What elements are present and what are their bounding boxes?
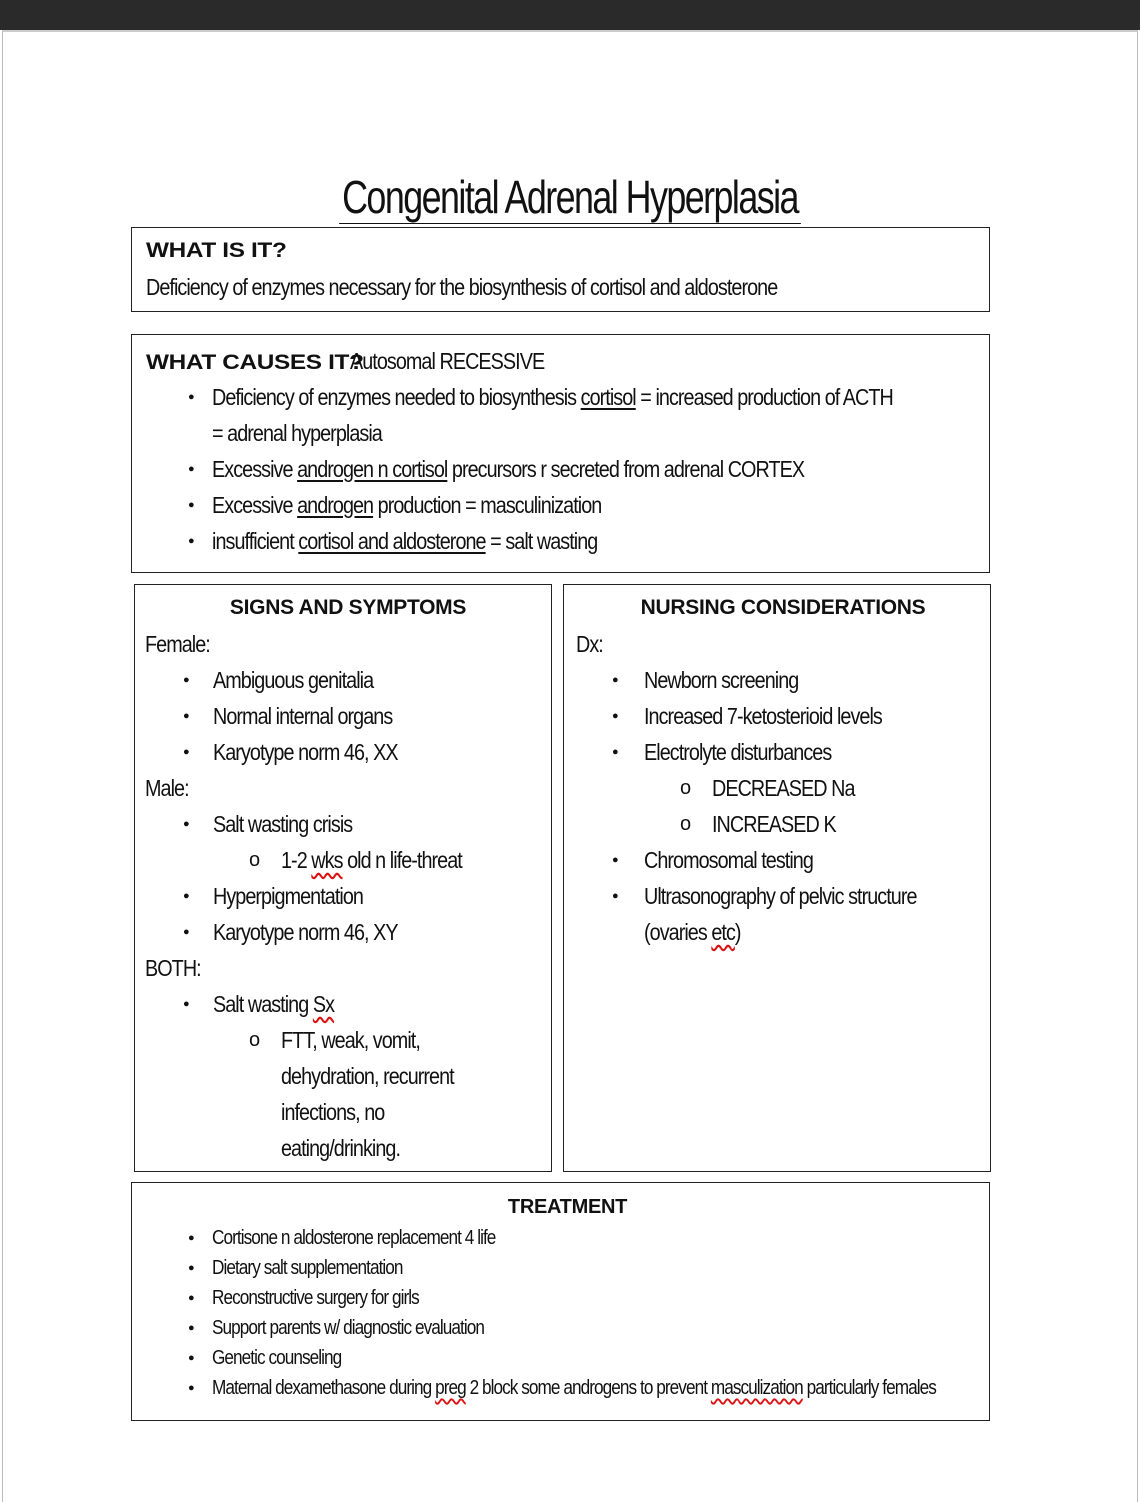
list-item bbox=[146, 1373, 989, 1403]
bullet-icon: ● bbox=[188, 535, 194, 547]
bullet-icon: ● bbox=[188, 499, 194, 511]
bullet-icon: ● bbox=[188, 1382, 194, 1394]
text-segment: Increased 7-ketosterioid levels bbox=[644, 703, 882, 729]
text-segment: 1-2 bbox=[281, 847, 312, 873]
text-segment: Salt wasting bbox=[213, 991, 313, 1017]
text-segment: particularly females bbox=[802, 1377, 936, 1399]
item-text bbox=[212, 379, 893, 415]
item-text bbox=[212, 1253, 403, 1283]
list-item bbox=[146, 1343, 989, 1373]
text-segment: 2 block some androgens to prevent bbox=[465, 1377, 711, 1399]
group-label bbox=[576, 626, 990, 662]
list-item bbox=[146, 1313, 989, 1343]
bullet-icon: ● bbox=[612, 854, 618, 866]
text-segment: = increased production of ACTH bbox=[635, 384, 893, 410]
list-item bbox=[146, 523, 989, 559]
bullet-icon: ● bbox=[188, 1232, 194, 1244]
group-label bbox=[145, 626, 551, 662]
list-item bbox=[576, 842, 990, 878]
text-segment: Genetic counseling bbox=[212, 1347, 342, 1369]
section-nursing-considerations bbox=[563, 584, 991, 1172]
text-segment: = adrenal hyperplasia bbox=[212, 420, 382, 446]
item-text bbox=[644, 914, 741, 950]
item-text bbox=[712, 770, 855, 806]
sub-bullet-icon: o bbox=[680, 813, 691, 835]
text-segment: (ovaries bbox=[644, 919, 712, 945]
list-item bbox=[576, 914, 990, 950]
bullet-icon: ● bbox=[183, 998, 189, 1010]
underlined-text: androgen n cortisol bbox=[297, 456, 448, 482]
text-segment: infections, no bbox=[281, 1099, 385, 1125]
list-item bbox=[146, 1283, 989, 1313]
text-segment: Karyotype norm 46, XY bbox=[213, 919, 398, 945]
text-segment: ) bbox=[734, 919, 741, 945]
list-item bbox=[145, 698, 551, 734]
sub-bullet-icon: o bbox=[680, 777, 691, 799]
item-text bbox=[281, 1058, 454, 1094]
item-text bbox=[281, 1130, 400, 1166]
item-text bbox=[213, 698, 392, 734]
item-text bbox=[212, 1373, 936, 1403]
sub-bullet-icon: o bbox=[249, 849, 260, 871]
list-item bbox=[576, 770, 990, 806]
item-text bbox=[644, 698, 882, 734]
section-treatment bbox=[131, 1182, 990, 1421]
text-segment: Electrolyte disturbances bbox=[644, 739, 832, 765]
group-label bbox=[145, 950, 551, 986]
item-text bbox=[213, 806, 352, 842]
item-text bbox=[145, 626, 210, 662]
section-header-text: SIGNS AND SYMPTOMS bbox=[229, 596, 467, 619]
item-text bbox=[644, 734, 831, 770]
bullet-icon: ● bbox=[612, 890, 618, 902]
text-segment: precursors r secreted from adrenal CORTEX bbox=[447, 456, 805, 482]
item-text bbox=[212, 1223, 495, 1253]
text-segment: = salt wasting bbox=[485, 528, 598, 554]
text-segment: Excessive bbox=[212, 492, 298, 518]
text-segment: Normal internal organs bbox=[213, 703, 393, 729]
bullet-icon: ● bbox=[612, 746, 618, 758]
item-text bbox=[212, 415, 382, 451]
text-segment: DECREASED Na bbox=[712, 775, 855, 801]
bullet-icon: ● bbox=[183, 818, 189, 830]
item-text bbox=[213, 878, 363, 914]
item-text bbox=[213, 914, 398, 950]
section-header-text: NURSING CONSIDERATIONS bbox=[640, 596, 926, 619]
bullet-icon: ● bbox=[188, 391, 194, 403]
list-item bbox=[146, 1253, 989, 1283]
item-text bbox=[644, 842, 813, 878]
document-title: Congenital Adrenal Hyperplasia bbox=[125, 170, 1014, 224]
item-text bbox=[644, 878, 917, 914]
item-text bbox=[213, 986, 334, 1022]
section-header bbox=[145, 590, 551, 626]
misspelled-word: preg bbox=[435, 1377, 466, 1399]
item-text bbox=[212, 487, 601, 523]
bullet-icon: ● bbox=[612, 674, 618, 686]
list-item bbox=[146, 1223, 989, 1253]
bullet-icon: ● bbox=[188, 1292, 194, 1304]
bullet-icon: ● bbox=[188, 1352, 194, 1364]
list-item bbox=[146, 415, 989, 451]
item-text bbox=[212, 451, 804, 487]
text-segment: Salt wasting crisis bbox=[213, 811, 353, 837]
section-signs-and-symptoms bbox=[134, 584, 552, 1172]
list-item bbox=[576, 806, 990, 842]
section-header bbox=[146, 233, 989, 269]
list-item bbox=[576, 698, 990, 734]
item-text bbox=[145, 950, 201, 986]
list-item bbox=[145, 662, 551, 698]
text-segment: dehydration, recurrent bbox=[281, 1063, 454, 1089]
list-item bbox=[145, 1094, 551, 1130]
misspelled-word: masculization bbox=[710, 1377, 803, 1399]
text-segment: Deficiency of enzymes needed to biosynthesis bbox=[212, 384, 581, 410]
list-item bbox=[576, 734, 990, 770]
text-segment: Hyperpigmentation bbox=[213, 883, 363, 909]
list-item bbox=[146, 451, 989, 487]
list-item bbox=[145, 878, 551, 914]
section-header-text: TREATMENT bbox=[507, 1196, 628, 1218]
text-segment: Chromosomal testing bbox=[644, 847, 813, 873]
list-item bbox=[145, 1022, 551, 1058]
section-header bbox=[576, 590, 990, 626]
item-text bbox=[212, 523, 597, 559]
list-item bbox=[145, 806, 551, 842]
text-segment: Cortisone n aldosterone replacement 4 life bbox=[212, 1227, 496, 1249]
bullet-icon: ● bbox=[612, 710, 618, 722]
item-text bbox=[712, 806, 836, 842]
item-text bbox=[281, 1022, 420, 1058]
misspelled-word: Sx bbox=[312, 991, 335, 1017]
list-item bbox=[146, 487, 989, 523]
underlined-text: cortisol and aldosterone bbox=[298, 528, 486, 554]
group-label bbox=[145, 770, 551, 806]
text-segment: Newborn screening bbox=[644, 667, 799, 693]
section-header bbox=[146, 1191, 989, 1223]
list-item bbox=[145, 986, 551, 1022]
item-text bbox=[281, 1094, 384, 1130]
list-item bbox=[145, 1058, 551, 1094]
bullet-icon: ● bbox=[188, 463, 194, 475]
text-segment: Maternal dexamethasone during bbox=[212, 1377, 436, 1399]
list-item bbox=[145, 734, 551, 770]
bullet-icon: ● bbox=[183, 926, 189, 938]
list-item bbox=[145, 914, 551, 950]
section-what-is-it bbox=[131, 227, 990, 312]
text-segment: eating/drinking. bbox=[281, 1135, 401, 1161]
list-item bbox=[576, 662, 990, 698]
text-segment: Ultrasonography of pelvic structure bbox=[644, 883, 917, 909]
list-item bbox=[145, 1130, 551, 1166]
bullet-icon: ● bbox=[188, 1262, 194, 1274]
text-segment: Dx: bbox=[576, 631, 603, 657]
misspelled-word: etc bbox=[711, 919, 735, 945]
text-segment: Ambiguous genitalia bbox=[213, 667, 374, 693]
item-text bbox=[145, 770, 189, 806]
item-text bbox=[576, 626, 603, 662]
item-text bbox=[212, 1283, 419, 1313]
underlined-text: androgen bbox=[297, 492, 374, 518]
item-text bbox=[212, 1343, 341, 1373]
item-text bbox=[213, 662, 373, 698]
item-text bbox=[213, 734, 398, 770]
sub-bullet-icon: o bbox=[249, 1029, 260, 1051]
item-text bbox=[212, 1313, 484, 1343]
text-segment: production = masculinization bbox=[373, 492, 602, 518]
misspelled-word: wks bbox=[311, 847, 343, 873]
bullet-icon: ● bbox=[183, 710, 189, 722]
item-text bbox=[644, 662, 798, 698]
bullet-icon: ● bbox=[183, 890, 189, 902]
text-segment: INCREASED K bbox=[712, 811, 836, 837]
text-segment: Female: bbox=[145, 631, 210, 657]
text-segment: Reconstructive surgery for girls bbox=[212, 1287, 419, 1309]
viewer-toolbar bbox=[0, 0, 1140, 30]
inheritance-pattern: Autosomal RECESSIVE bbox=[349, 348, 544, 374]
text-segment: old n life-threat bbox=[342, 847, 462, 873]
text-segment: BOTH: bbox=[145, 955, 201, 981]
text-segment: Male: bbox=[145, 775, 189, 801]
list-item bbox=[145, 842, 551, 878]
text-segment: FTT, weak, vomit, bbox=[281, 1027, 420, 1053]
text-segment: Karyotype norm 46, XX bbox=[213, 739, 398, 765]
text-segment: Support parents w/ diagnostic evaluation bbox=[212, 1317, 484, 1339]
item-text bbox=[281, 842, 462, 878]
section-what-causes-it bbox=[131, 334, 990, 573]
bullet-icon: ● bbox=[183, 746, 189, 758]
list-item bbox=[576, 878, 990, 914]
text-segment: Deficiency of enzymes necessary for the biosynthesis of cortisol and aldosterone bbox=[146, 274, 778, 300]
item-text bbox=[146, 269, 777, 305]
section-header bbox=[146, 343, 989, 379]
list-item bbox=[146, 269, 989, 305]
bullet-icon: ● bbox=[183, 674, 189, 686]
text-segment: Excessive bbox=[212, 456, 298, 482]
bullet-icon: ● bbox=[188, 1322, 194, 1334]
section-header-text: WHAT IS IT? bbox=[146, 239, 287, 262]
text-segment: Dietary salt supplementation bbox=[212, 1257, 403, 1279]
list-item bbox=[146, 379, 989, 415]
section-header-text: WHAT CAUSES IT? bbox=[146, 351, 364, 374]
underlined-text: cortisol bbox=[580, 384, 636, 410]
text-segment: insufficient bbox=[212, 528, 299, 554]
